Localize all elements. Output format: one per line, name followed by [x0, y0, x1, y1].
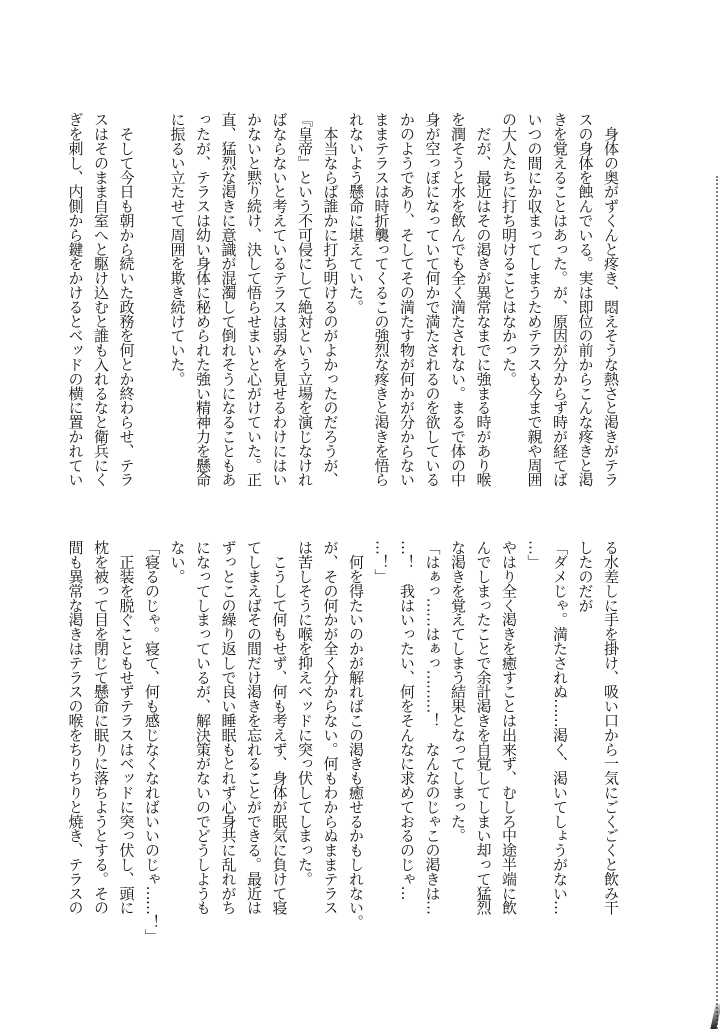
text-line: ままテラスは時折襲ってくるこの強烈な疼きと渇きを悟ら	[372, 112, 391, 487]
text-line: したのだが	[576, 540, 595, 613]
text-line: だが、最近はその渇きが異常なまでに強まる時があり喉	[474, 112, 493, 487]
text-line: に振るい立たせて周囲を欺き続けていた。	[168, 112, 187, 386]
text-line: ぎを刺し、内側から鍵をかけるとベッドの横に置かれてい	[66, 112, 85, 487]
text-line: る水差しに手を掛け、吸い口から一気にごくごくと飲み干	[602, 540, 620, 915]
text-line: 正装を脱ぐこともせずテラスはベッドに突っ伏し、頭に	[117, 540, 136, 915]
text-line: んでしまったことで余計渇きを自覚してしまい却って猛烈	[474, 540, 493, 915]
text-line: かないと黙り続け、決して悟らせまいと心がけていた。正	[245, 112, 263, 487]
dialogue-line: 「ダメじゃ。満たされぬ……渇く、渇いてしょうがない…	[551, 540, 569, 915]
text-line: かのようであり、そしてその満たす物が何かが分からない	[398, 112, 416, 487]
text-line: スの身体を蝕んでいる。実は即位の前からこんな疼きと渇	[576, 112, 595, 487]
text-line: 何を得たいのかが解ればこの渇きも癒せるかもしれない。	[347, 540, 365, 929]
dialogue-line: …」	[525, 540, 544, 569]
text-line: ない。	[168, 540, 187, 584]
text-line: やはり全く渇きを癒すことは出来ず、むしろ中途半端に飲	[500, 540, 518, 915]
text-line: な渇きを覚えてしまう結果となってしまった。	[449, 540, 467, 843]
scan-corner-mark	[710, 1004, 720, 1029]
text-line: スはそのまま自室へと駆け込むと誰も入れるなと衛兵にく	[92, 112, 110, 487]
text-line: きを覚えることはあった。が、原因が分からず時が経てば	[551, 112, 569, 487]
text-line: 『皇帝』という不可侵にして絶対という立場を演じなけれ	[296, 112, 314, 487]
text-block-bottom	[62, 540, 623, 944]
text-line: 間も異常な渇きはテラスの喉をちりちりと焼き、テラスの	[66, 540, 85, 915]
text-line: が、その何かが全く分からない。何もわからぬままテラス	[321, 540, 340, 915]
text-line: を潤そうと水を飲んでも全く満たされない。まるで体の中	[449, 112, 467, 487]
text-line: そして今日も朝から続いた政務を何とか終わらせ、テラ	[117, 112, 136, 487]
text-line: ばならないと考えているテラスは弱みを見せるわけにはい	[270, 112, 289, 487]
dialogue-line: 「寝るのじゃ。寝て、何も感じなくなればいいのじゃ……！」	[143, 540, 161, 944]
blank-line	[139, 112, 165, 492]
text-line: ったが、テラスは幼い身体に秘められた強い精神力を懸命	[194, 112, 212, 487]
text-line: の大人たちに打ち明けることはなかった。	[500, 112, 518, 386]
scan-edge-artifact	[716, 176, 718, 1029]
text-line: 本当ならば誰かに打ち明けるのがよかったのだろうが、	[321, 112, 340, 487]
text-line: てしまえばその間だけ渇きを忘れることができる。最近は	[245, 540, 263, 915]
dialogue-line: …！ 我はいったい、何をそんなに求めておるのじゃ…	[398, 540, 416, 901]
text-line: ずっとこの繰り返しで良い睡眠もとれず心身共に乱れがち	[219, 540, 238, 915]
text-line: 身体の奥がずくんと疼き、悶えそうな熱さと渇きがテラ	[602, 112, 620, 487]
dialogue-line: 「はぁっ……はぁっ………！ なんなのじゃこの渇きは…	[423, 540, 442, 915]
text-line: になってしまっているが、解決策がないのでどうしようも	[194, 540, 212, 915]
text-line: こうして何もせず、何も考えず、身体が眠気に負けて寝	[270, 540, 289, 915]
text-line: いつの間にか収まってしまうためテラスも今まで親や周囲	[525, 112, 544, 487]
text-line: 身が空っぽになっていて何かで満たされるのを欲している	[423, 112, 442, 487]
text-line: 直、猛烈な渇きに意識が混濁して倒れそうになることもあ	[219, 112, 238, 487]
text-line: は苦しそうに喉を抑えベッドに突っ伏してしまった。	[296, 540, 314, 886]
dialogue-line: …！」	[372, 540, 391, 584]
text-block-top	[62, 112, 623, 502]
text-line: 枕を被って目を閉じて懸命に眠りに落ちようとする。その	[92, 540, 110, 915]
text-line: れないよう懸命に堪えていた。	[347, 112, 365, 314]
